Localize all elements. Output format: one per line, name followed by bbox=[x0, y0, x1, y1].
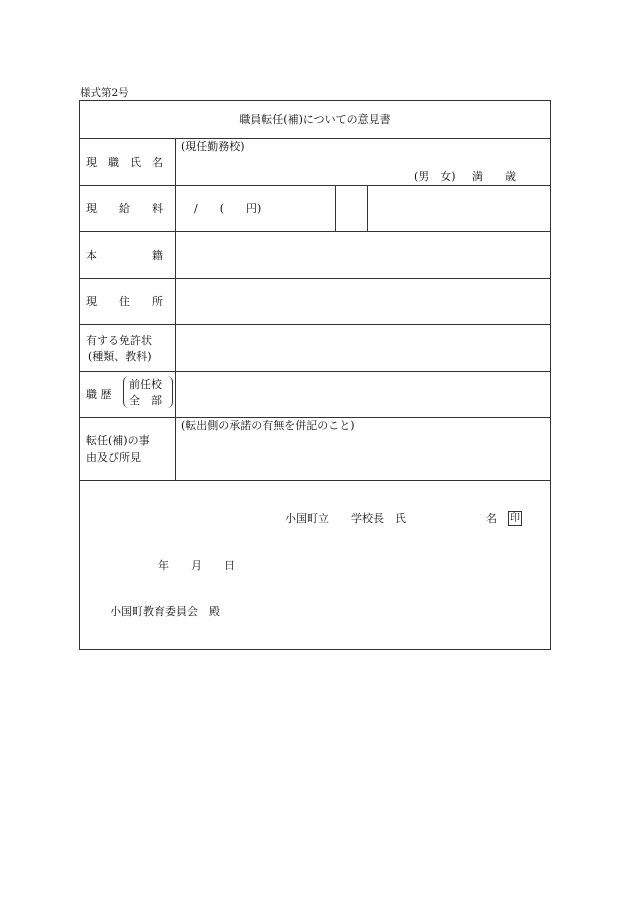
row-divider bbox=[80, 480, 550, 481]
date-line[interactable]: 年 月 日 bbox=[158, 559, 235, 572]
current-name-label: 現 職 氏 名 bbox=[86, 156, 163, 169]
licenses-label: 有する免許状 bbox=[86, 334, 152, 347]
seal-mark: 印 bbox=[510, 513, 520, 524]
opinion-form bbox=[79, 100, 551, 650]
age-field[interactable]: 満 歳 bbox=[472, 170, 516, 183]
reason-note: (転出側の承諾の有無を併記のこと) bbox=[181, 419, 355, 432]
row-divider bbox=[80, 185, 550, 186]
row-divider bbox=[80, 231, 550, 232]
career-label-cell bbox=[80, 371, 175, 417]
gender-field[interactable]: (男 女) bbox=[414, 170, 456, 183]
reason-label-line2: 由及び所見 bbox=[86, 451, 141, 464]
addressee: 小国町教育委員会 殿 bbox=[110, 605, 220, 618]
salary-field[interactable]: / ( 円) bbox=[194, 202, 262, 215]
current-school-note: (現任勤務校) bbox=[181, 140, 245, 153]
career-label: 職 歴 bbox=[86, 388, 112, 401]
row-divider bbox=[80, 324, 550, 325]
career-previous-school: 前任校 bbox=[129, 378, 162, 391]
licenses-sublabel: (種類、教科) bbox=[88, 350, 152, 363]
form-number: 様式第2号 bbox=[80, 87, 129, 99]
current-salary-label: 現 給 料 bbox=[86, 202, 163, 215]
domicile-label: 本 籍 bbox=[86, 249, 163, 262]
school-principal-line: 小国町立 学校長 氏 bbox=[285, 512, 406, 525]
reason-label: 転任(補)の事 bbox=[86, 434, 150, 447]
address-label: 現 住 所 bbox=[86, 295, 163, 308]
column-divider bbox=[335, 185, 336, 231]
row-divider bbox=[80, 138, 550, 139]
name-label: 名 bbox=[486, 512, 497, 525]
career-all: 全 部 bbox=[129, 394, 162, 407]
column-divider bbox=[175, 138, 176, 480]
row-divider bbox=[80, 417, 550, 418]
column-divider bbox=[367, 185, 368, 231]
form-title: 職員転任(補)についての意見書 bbox=[239, 113, 391, 126]
row-divider bbox=[80, 278, 550, 279]
